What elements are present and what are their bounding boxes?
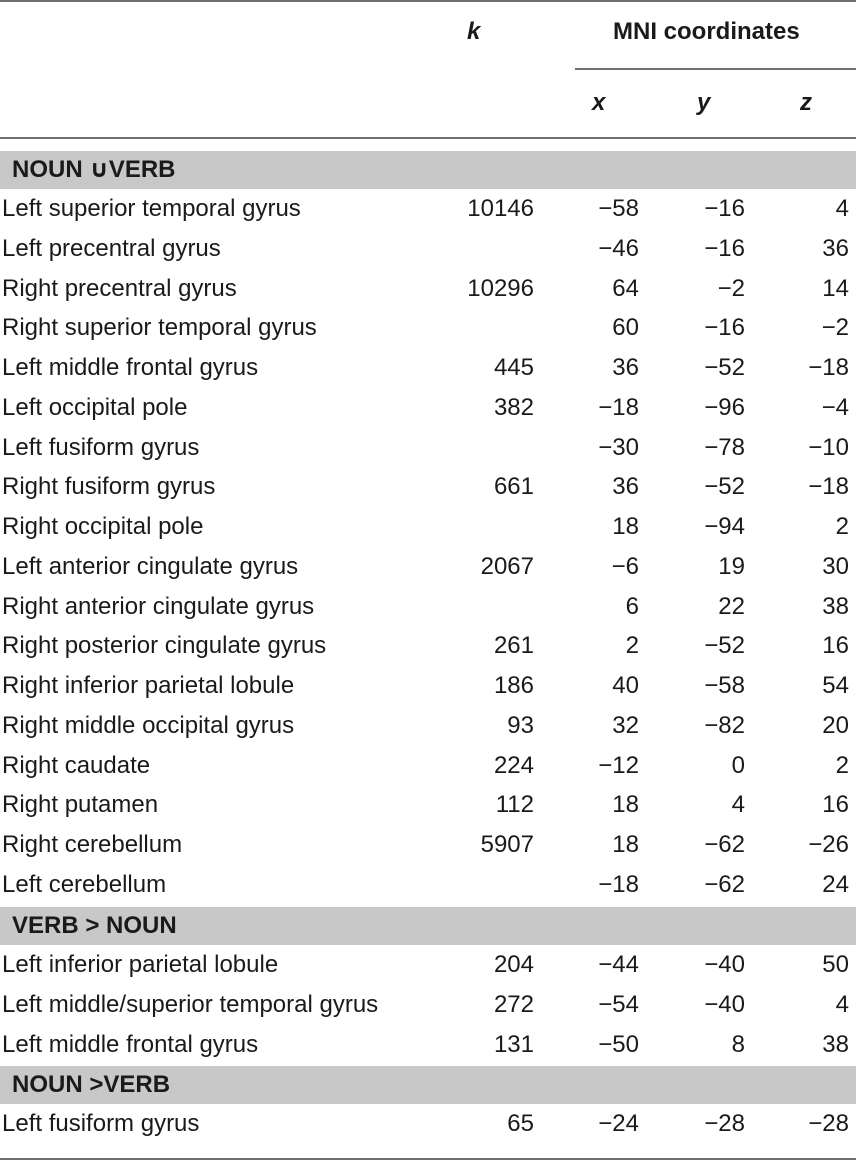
cell-z: 38: [822, 592, 849, 620]
table-bottom-rule: [0, 1158, 856, 1160]
table-row: [0, 507, 856, 547]
cell-z: −4: [821, 393, 849, 421]
table-row: [0, 348, 856, 388]
cell-region: Left anterior cingulate gyrus: [2, 552, 299, 580]
section-label: NOUN >VERB: [12, 1071, 171, 1098]
cell-k: 112: [495, 791, 534, 819]
table-row: [0, 785, 856, 825]
cell-k: 186: [493, 672, 534, 699]
cell-k: 5907: [480, 831, 534, 858]
cell-x: 18: [612, 513, 639, 540]
section-header: [0, 151, 856, 189]
cell-y: −94: [704, 513, 745, 540]
cell-region: Left fusiform gyrus: [2, 1110, 200, 1137]
cell-x: 18: [612, 831, 639, 858]
cell-region: Right fusiform gyrus: [2, 473, 216, 501]
cell-region: Left inferior parietal lobule: [2, 951, 279, 978]
cell-z: 24: [822, 870, 849, 898]
table-row: [0, 388, 856, 428]
cell-x: −46: [598, 234, 639, 262]
cell-z: 2: [835, 513, 849, 540]
cell-region: Left cerebellum: [2, 870, 167, 898]
cell-y: −16: [704, 234, 745, 262]
cell-y: −28: [704, 1110, 745, 1137]
table-row: [0, 308, 856, 348]
cell-x: −54: [598, 990, 639, 1018]
cell-z: −2: [821, 314, 849, 342]
cell-z: 20: [822, 711, 849, 739]
cell-x: −18: [598, 870, 639, 898]
cell-z: 14: [822, 274, 849, 302]
cell-z: 38: [822, 1030, 849, 1058]
cell-k: 65: [507, 1110, 534, 1137]
cell-y: −52: [704, 632, 745, 660]
cell-y: −16: [704, 195, 745, 222]
table-row: [0, 985, 856, 1025]
table-row: [0, 825, 856, 865]
cell-z: −28: [808, 1110, 849, 1137]
cell-x: −6: [611, 552, 639, 580]
table-row: [0, 229, 856, 269]
cell-region: Left superior temporal gyrus: [2, 195, 301, 222]
cell-y: −62: [704, 831, 745, 858]
cell-region: Right caudate: [2, 751, 151, 779]
table-row: [0, 467, 856, 507]
cell-y: −2: [717, 274, 745, 302]
cell-z: −18: [808, 354, 849, 381]
cell-region: Right middle occipital gyrus: [2, 711, 295, 739]
cell-x: 36: [612, 473, 639, 501]
table-row: [0, 1025, 856, 1065]
cell-x: −50: [598, 1030, 639, 1058]
header-z: z: [800, 89, 812, 116]
cell-region: Left occipital pole: [2, 393, 188, 421]
cell-x: 6: [625, 592, 639, 620]
cell-k: 204: [493, 951, 534, 978]
cell-k: 224: [493, 751, 534, 779]
table-top-rule: [0, 0, 856, 2]
cell-region: Left middle frontal gyrus: [2, 1030, 259, 1058]
table-row: [0, 746, 856, 786]
cell-z: 54: [822, 672, 849, 699]
cell-y: −78: [704, 433, 745, 461]
cell-region: Right cerebellum: [2, 831, 183, 858]
cell-x: −18: [598, 393, 639, 421]
cell-y: −58: [704, 672, 745, 699]
header-mni-coordinates: MNI coordinates: [613, 18, 800, 45]
cell-k: 445: [493, 354, 534, 381]
table-row: [0, 547, 856, 587]
table-row: [0, 269, 856, 309]
cell-z: 4: [835, 990, 849, 1018]
cell-y: 4: [731, 791, 745, 819]
section-header: [0, 1066, 856, 1104]
cell-y: −40: [704, 951, 745, 978]
header-bottom-rule: [0, 137, 856, 139]
cell-k: 661: [493, 473, 534, 501]
cell-k: 131: [493, 1030, 534, 1058]
table-row: [0, 428, 856, 468]
table-row: [0, 666, 856, 706]
section-header: [0, 907, 856, 945]
table-row: [0, 626, 856, 666]
cell-z: 4: [835, 195, 849, 222]
cell-k: 272: [493, 990, 534, 1018]
cell-z: −10: [808, 433, 849, 461]
cell-y: 8: [731, 1030, 745, 1058]
cell-k: 93: [507, 711, 534, 739]
cell-region: Left precentral gyrus: [2, 234, 221, 262]
cell-k: 261: [493, 632, 534, 660]
cell-region: Left middle/superior temporal gyrus: [2, 990, 379, 1018]
section-label: VERB > NOUN: [12, 912, 177, 939]
cell-x: −30: [598, 433, 639, 461]
cell-y: 19: [718, 552, 745, 580]
cell-x: 64: [612, 274, 639, 302]
mni-header-rule: [575, 68, 856, 70]
header-y: y: [697, 89, 711, 116]
cell-region: Right precentral gyrus: [2, 274, 237, 302]
header-x: x: [592, 89, 606, 116]
cell-region: Right anterior cingulate gyrus: [2, 592, 315, 620]
table-row: [0, 945, 856, 985]
cell-x: 32: [612, 711, 639, 739]
cell-y: −62: [704, 870, 745, 898]
cell-region: Right inferior parietal lobule: [2, 672, 295, 699]
cell-k: 382: [493, 393, 534, 421]
cell-region: Right superior temporal gyrus: [2, 314, 317, 342]
cell-x: 2: [625, 632, 639, 660]
cell-z: −18: [808, 473, 849, 501]
cell-z: −26: [808, 831, 849, 858]
cell-y: −52: [704, 473, 745, 501]
cell-y: −96: [704, 393, 745, 421]
cell-y: −16: [704, 314, 745, 342]
cell-x: 60: [612, 314, 639, 342]
cell-region: Left fusiform gyrus: [2, 433, 200, 461]
cell-x: −58: [598, 195, 639, 222]
table-row: [0, 1104, 856, 1144]
header-k: k: [467, 18, 481, 45]
cell-z: 2: [835, 751, 849, 779]
cell-x: −12: [598, 751, 639, 779]
cell-region: Right occipital pole: [2, 513, 204, 540]
cell-k: 10146: [467, 195, 534, 222]
cell-z: 50: [822, 951, 849, 978]
table-row: [0, 587, 856, 627]
cell-y: −82: [704, 711, 745, 739]
table-row: [0, 706, 856, 746]
cell-k: 10296: [467, 274, 534, 302]
table-row: [0, 189, 856, 229]
cell-k: 2067: [480, 552, 534, 580]
cell-x: 40: [612, 672, 639, 699]
cell-region: Left middle frontal gyrus: [2, 354, 259, 381]
cell-z: 30: [822, 552, 849, 580]
cell-y: −40: [704, 990, 745, 1018]
cell-y: −52: [704, 354, 745, 381]
cell-z: 36: [822, 234, 849, 262]
cell-y: 0: [731, 751, 745, 779]
cell-region: Right putamen: [2, 791, 159, 819]
table-row: [0, 865, 856, 905]
cell-x: 18: [612, 791, 639, 819]
cell-x: 36: [612, 354, 639, 381]
cell-z: 16: [822, 791, 849, 819]
cell-z: 16: [822, 632, 849, 660]
cell-y: 22: [718, 592, 745, 620]
cell-region: Right posterior cingulate gyrus: [2, 632, 327, 660]
cell-x: −24: [598, 1110, 639, 1137]
cell-x: −44: [598, 951, 639, 978]
section-label: NOUN ∪VERB: [12, 156, 176, 183]
